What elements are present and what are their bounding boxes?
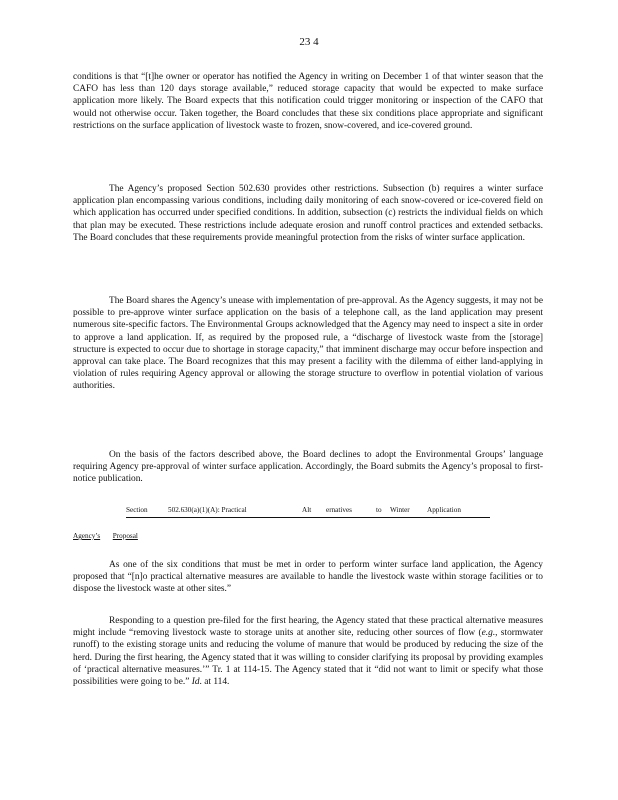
section-heading-to: to bbox=[376, 506, 382, 514]
subheading-proposal: Proposal bbox=[112, 532, 138, 540]
paragraph-pre-approval bbox=[73, 295, 543, 393]
section-heading-application: Application bbox=[427, 506, 461, 514]
section-heading bbox=[126, 506, 490, 518]
paragraph-text: The Board shares the Agency’s unease with implementation of pre-approval. As the Agency suggests, it may not be possible to pre-approve winter surface application on the basis of a telephone call, as the land application may present numerous site-specific factors. The Environmental Groups acknowledged that the Agency may need to inspect a site in order to approve a land application. If, as required by the proposed rule, a “discharge of livestock waste from the [storage] structure is expected to occur due to shortage in storage capacity,” that imminent discharge may occur before inspection and approval can take place. The Board recognizes that this may present a facility with the dilemma of either land-applying in violation of rules requiring Agency approval or allowing the storage structure to overflow in potential violation of various authorities. bbox=[73, 296, 543, 392]
subheading-agencys: Agency’s bbox=[73, 532, 101, 540]
page-number: 23 4 bbox=[299, 36, 319, 48]
paragraph-text: conditions is that “[t]he owner or operator has notified the Agency in writing on December 1 of that winter season that the CAFO has less than 120 days storage available,” reduced storage capacity that would be expected to make surface application more likely. The Board expects that this notification could trigger monitoring or inspection of the CAFO that would not otherwise occur. Taken together, the Board concludes that these six conditions place appropriate and significant restrictions on the surface application of livestock waste to frozen, snow-covered, and ice-covered ground. bbox=[73, 72, 543, 131]
paragraph-text bbox=[73, 615, 543, 688]
paragraph-board-decision bbox=[73, 449, 543, 486]
paragraph-section-502-630 bbox=[73, 183, 543, 244]
id-citation: Id bbox=[191, 677, 200, 688]
paragraph-agency-response bbox=[73, 615, 543, 688]
paragraph-text: The Agency’s proposed Section 502.630 provides other restrictions. Subsection (b) requires a winter surface application plan encompassing various conditions, including daily monitoring of each snow-covered or ice-covered field on which application has occurred under specified conditions. In addition, subsection (c) restricts the individual fields on which that plan may be executed. These restrictions include adequate erosion and runoff control practices and extended setbacks. The Board concludes that these requirements provide meaningful protection from the risks of winter surface application. bbox=[73, 184, 543, 243]
paragraph-segment: , stormwater runoff) to the existing storage units and reducing the volume of manure that would be produced by reducing the size of the herd. During the first hearing, the Agency stated that it was willing to consider clarifying its proposal by providing examples of ‘practical alternative measures.’” Tr. 1 at 114-15. The Agency stated that it “did not want to limit or specify what those possibilities were going to be.” bbox=[73, 628, 543, 688]
section-heading-winter: Winter bbox=[390, 506, 410, 514]
section-heading-word: Section bbox=[126, 506, 148, 514]
paragraph-segment: . at 114. bbox=[199, 677, 230, 688]
paragraph-text: On the basis of the factors described above, the Board declines to adopt the Environmental Groups’ language requiring Agency pre-approval of winter surface application. Accordingly, the Board submits the Agency’s proposal to first-notice publication. bbox=[73, 450, 543, 485]
eg-abbreviation: e.g. bbox=[481, 628, 496, 639]
section-heading-number: 502.630(a)(1)(A): Practical bbox=[168, 506, 247, 514]
section-heading-alt-a: Alt bbox=[302, 506, 312, 514]
paragraph-winter-storage-notification bbox=[73, 71, 543, 132]
section-heading-alt-b: ernatives bbox=[326, 506, 352, 514]
paragraph-text: As one of the six conditions that must be met in order to perform winter surface land application, the Agency proposed that “[n]o practical alternative measures are available to handle the livestock waste within storage facilities or to dispose the livestock waste at other sites.” bbox=[73, 560, 543, 595]
paragraph-segment: Responding to a question pre-filed for the first hearing, the Agency stated that these practical alternative measures might include “removing livestock waste to storage units at another site, reducing other sources of flow ( bbox=[73, 616, 543, 639]
subheading-agency-proposal bbox=[73, 532, 138, 540]
paragraph-six-conditions bbox=[73, 559, 543, 596]
